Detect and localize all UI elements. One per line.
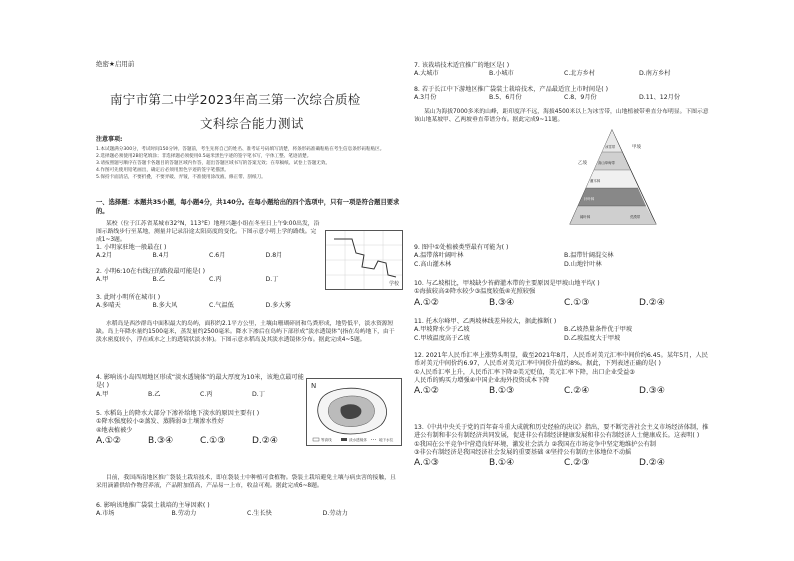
option-b[interactable]: B.①④	[489, 458, 515, 469]
question-options	[414, 70, 714, 78]
note-item: 1.本试题满分300分，考试时间150分钟。答题前，考生先将自己的姓名、准考证号码填写清楚，将条形码准确粘贴在考生信息条形码粘贴区。	[96, 147, 385, 152]
belt-label: 阔叶林	[580, 215, 591, 219]
option-d[interactable]: D.②④	[252, 436, 278, 447]
belt-label: 针叶林	[584, 197, 595, 201]
section-heading: 一、选择题：本题共35小题，每小题4分，共140分。在每小题给出的四个选项中，只有一项是符合题目要求的。	[96, 199, 400, 216]
question-9	[414, 244, 714, 269]
route-map-svg	[326, 231, 402, 289]
question-options	[414, 335, 714, 343]
passage-3	[96, 474, 398, 490]
question-3	[96, 294, 322, 311]
question-stem: 11. 托木尔峰甲、乙两坡林线差异较大，据此推断( )	[414, 318, 557, 325]
option-a[interactable]: A.①②	[96, 436, 121, 447]
notes-list	[96, 146, 396, 182]
question-options	[96, 391, 304, 399]
question-13	[414, 424, 714, 470]
option-d[interactable]: D.山地针叶林	[564, 260, 602, 268]
question-options	[414, 261, 714, 269]
question-options	[96, 276, 322, 284]
option-d[interactable]: D.11、12月份	[639, 94, 681, 102]
question-options	[414, 297, 714, 309]
option-b[interactable]: B.①③	[489, 386, 515, 397]
question-4	[96, 374, 304, 399]
option-b[interactable]: B.5、6月份	[489, 94, 522, 102]
question-line: ④地表植被少	[96, 426, 133, 434]
option-b[interactable]: B.乙	[152, 276, 165, 284]
question-options	[414, 457, 714, 469]
notes-heading: 注意事项:	[96, 136, 123, 143]
option-a[interactable]: A.甲	[96, 390, 109, 398]
option-a[interactable]: A.温带落叶阔叶林	[414, 252, 464, 260]
legend-label: 等高线	[321, 438, 332, 442]
option-a[interactable]: A.大城市	[414, 70, 439, 78]
option-a[interactable]: A.甲	[96, 276, 109, 284]
option-b[interactable]: B.③④	[489, 297, 515, 308]
option-c[interactable]: C.②④	[564, 386, 590, 397]
question-line: ①我国在公平竞争中营造良好环境，激发社会活力 ②我国在市场竞争中坚定地维护公有制	[414, 440, 656, 448]
belt-label: 灌木林	[590, 179, 601, 183]
island-svg	[307, 379, 401, 445]
option-b[interactable]: B.劳动力	[171, 510, 197, 518]
option-c[interactable]: C.气温低	[209, 302, 234, 310]
question-stem: 6. 影响该地推广袋装土栽培的主导因素( )	[96, 502, 210, 509]
question-options	[414, 326, 714, 334]
belt-label: 荒漠带	[630, 215, 641, 219]
island-figure	[306, 378, 402, 446]
question-2	[96, 268, 322, 285]
option-c[interactable]: C.①③	[200, 436, 226, 447]
question-stem: 4. 影响该小岛四周地区形成“淡水透镜体”的最大厚度为10米，该地点最可能是( )	[96, 374, 304, 390]
question-7	[414, 62, 714, 79]
option-d[interactable]: D.乙坡温度大于甲坡	[564, 334, 621, 342]
exam-subtitle: 文科综合能力测试	[200, 116, 305, 131]
question-stem: 8. 若于长江中下游地区推广袋装土栽培技术，产品最适宜上市时间是( )	[414, 86, 609, 93]
note-item: 4.作图可先使用铅笔画出，确定后必须用黑色字迹的签字笔描黑。	[96, 168, 230, 174]
option-b[interactable]: B.乙坡热量条件优于甲坡	[564, 326, 633, 334]
option-c[interactable]: C.①③	[564, 297, 590, 308]
question-stem: 5. 水稻岛上的降水大部分下渗补给地下淡水的原因主要有( )	[96, 410, 260, 417]
question-stem: 9. 图中①处植被类型最有可能为( )	[414, 244, 509, 251]
option-a[interactable]: A.甲坡降水少于乙坡	[414, 326, 470, 334]
option-a[interactable]: A.2月	[96, 252, 113, 260]
passage-text: 水稻岛是西沙群岛中面积最大的岛屿，面积约2.1平方公里，土壤由珊瑚碎屑和鸟粪形成，地势低平，淡水资源短缺。岛上年降水量约1500毫米，蒸发量约2500毫米。降水下渗后在岛屿下部形成“淡水透镜体”(指在岛屿地下，由于淡水密度较小，浮在咸水之上的透镜状淡水体)。下图示意水稻岛及其淡水透镜体分布。据此完成4~5题。	[96, 321, 395, 344]
belt-label: 冰雪带	[605, 145, 616, 149]
option-c[interactable]: C.6月	[209, 252, 226, 260]
question-line: ①海拔较高②降水较少③温度较低④光照较强	[414, 288, 536, 296]
question-stem: 2. 小明6:10在右线汪的路段最可能是( )	[96, 268, 205, 275]
passage-text: 某校（位于江苏省某城市32°N，113°E）地理兴趣小组在冬至日上午9:00出发，沿图示路线步行至某地，测量并记录沿途太阳高度的变化。下图示意小明上学的路线。完成1~3题。	[96, 221, 320, 244]
option-d[interactable]: D.多大雾	[265, 302, 291, 310]
legend-label: 地下水位	[379, 438, 394, 442]
north-arrow-icon: N	[311, 382, 317, 390]
mountain-belt-figure	[560, 126, 670, 238]
option-c[interactable]: C.②③	[564, 458, 590, 469]
secret-mark: 绝密★启用前	[96, 60, 135, 68]
question-5	[96, 410, 304, 447]
option-c[interactable]: C.北方乡村	[564, 70, 596, 78]
option-c[interactable]: C.丙	[209, 276, 222, 284]
passage-text: 目前，我国西南地区推广袋装土栽培技术，即在袋装土中种植可食植物。袋装土栽培避免土壤与病虫害的接触，且采用滴灌供给作物营养液，产品附加值高，产品易一上市，收益可观。据此完成6~8题。	[96, 475, 396, 490]
option-c[interactable]: C.8、9月份	[564, 94, 597, 102]
question-stem: 1. 小明家驻地一般最在( )	[96, 244, 167, 251]
route-map-figure	[325, 230, 403, 290]
option-b[interactable]: B.多大风	[152, 302, 178, 310]
question-options	[96, 252, 322, 260]
question-options	[414, 385, 714, 397]
question-options	[96, 435, 304, 447]
option-a[interactable]: A.①③	[414, 458, 439, 469]
section-one	[96, 198, 400, 216]
passage-1	[96, 220, 322, 245]
option-a[interactable]: A.3月份	[414, 94, 437, 102]
question-options	[414, 94, 714, 102]
map-label-start: 学校	[389, 281, 400, 287]
question-stem: 7. 该栽培技术适宜推广的地区是( )	[414, 62, 510, 69]
option-c[interactable]: C.丙	[200, 390, 213, 398]
passage-4: 某山为海拔7000多米的山峰，距印度洋不远，海拔4500米以上为冰雪带，山地植被带垂直分布明显。下图示意该山地某坡甲、乙两坡垂直带谱分布。据此完成9~11题。	[414, 109, 709, 124]
question-line: ③非公有制经济是我国经济社会发展的重要基础 ④坚持公有制的主体地位不动摇	[414, 449, 632, 457]
option-d[interactable]: D.②④	[639, 458, 665, 469]
question-8	[414, 86, 714, 103]
option-b[interactable]: B.4月	[152, 252, 169, 260]
question-line: 人民币的购买力增强④中国企业海外投资成本下降	[414, 377, 550, 385]
question-1	[96, 244, 322, 261]
question-12	[414, 352, 714, 398]
slope-label-yi: 乙坡	[578, 161, 587, 166]
question-options	[96, 510, 398, 518]
passage-2	[96, 320, 398, 345]
slope-label-jia: 甲坡	[632, 145, 641, 150]
option-d[interactable]: D.丁	[265, 276, 279, 284]
question-stem: 12. 2021年人民币汇率上涨势头明显，截至2021年8月，人民币对美元汇率中间价约6.45。某年5月，人民币对美元中间价约6.97，人民币对美元汇率中间价升值约8%。据此，下列表述正确的是( )	[414, 352, 708, 368]
option-d[interactable]: D.②④	[639, 297, 665, 308]
question-options	[414, 252, 714, 260]
question-stem: 3. 此时小明所在城市( )	[96, 294, 161, 301]
option-d[interactable]: D.③④	[639, 386, 665, 397]
option-b[interactable]: B.小城市	[489, 70, 514, 78]
question-line: ①人民币汇率上升，人民币汇率下降②美元贬值，美元汇率下降，出口企业受益③	[414, 368, 635, 376]
question-6	[96, 502, 398, 519]
note-item: 2.选择题必须使用2B铅笔填涂；非选择题必须使用0.5毫米黑色字迹的签字笔书写，字体工整、笔迹清楚。	[96, 154, 312, 160]
mountain-svg	[560, 126, 670, 238]
option-c[interactable]: C.高山灌木林	[414, 260, 452, 268]
note-item: 5.保持卡面清洁，不要折叠，不要弄破、弄皱，不准使用涂改液、修正带、刮纸刀。	[96, 175, 266, 181]
question-11	[414, 318, 714, 343]
option-b[interactable]: B.温带针阔混交林	[564, 252, 614, 260]
note-item: 3.请按照题号顺序在答题卡各题目的答题区域内作答，超出答题区域书写的答案无效；在草稿纸、试卷上答题无效。	[96, 161, 331, 167]
option-b[interactable]: B.③④	[148, 436, 174, 447]
option-a[interactable]: A.①②	[414, 386, 439, 397]
option-a[interactable]: A.市场	[96, 510, 115, 518]
option-d[interactable]: D.劳动力	[322, 510, 348, 518]
option-c[interactable]: C.甲坡温度高于乙坡	[414, 334, 470, 342]
question-10	[414, 280, 714, 309]
legend-label: 淡水透镜体	[349, 438, 367, 442]
question-stem: 13.《中共中央关于党的百年奋斗重大成就和历史经验的决议》指出，要不断完善社会主义市场经济体制，推进公有制和非公有制经济共同发展，促进非公有制经济健康发展和非公有制经济人士健康成长。这表明( )	[414, 424, 709, 440]
option-d[interactable]: D.丁	[252, 390, 265, 398]
option-a[interactable]: A.①②	[414, 297, 439, 308]
question-stem: 10. 与乙坡相比，甲坡缺少苔藓灌木带的主要原因是甲坡山地平均( )	[414, 280, 600, 287]
option-d[interactable]: D.8月	[265, 252, 283, 260]
belt-label: 高山草甸带	[598, 161, 615, 165]
exam-title: 南宁市第二中学2023年高三第一次综合质检	[110, 92, 361, 107]
right-column	[414, 0, 714, 561]
option-b[interactable]: B.乙	[148, 390, 161, 398]
option-d[interactable]: D.南方乡村	[639, 70, 671, 78]
question-options	[96, 302, 322, 310]
question-line: ①降水强度较小②蒸发、蒸腾弱③土壤渗水性好	[96, 418, 225, 426]
option-a[interactable]: A.多晴天	[96, 302, 121, 310]
option-c[interactable]: C.生长快	[247, 510, 272, 518]
